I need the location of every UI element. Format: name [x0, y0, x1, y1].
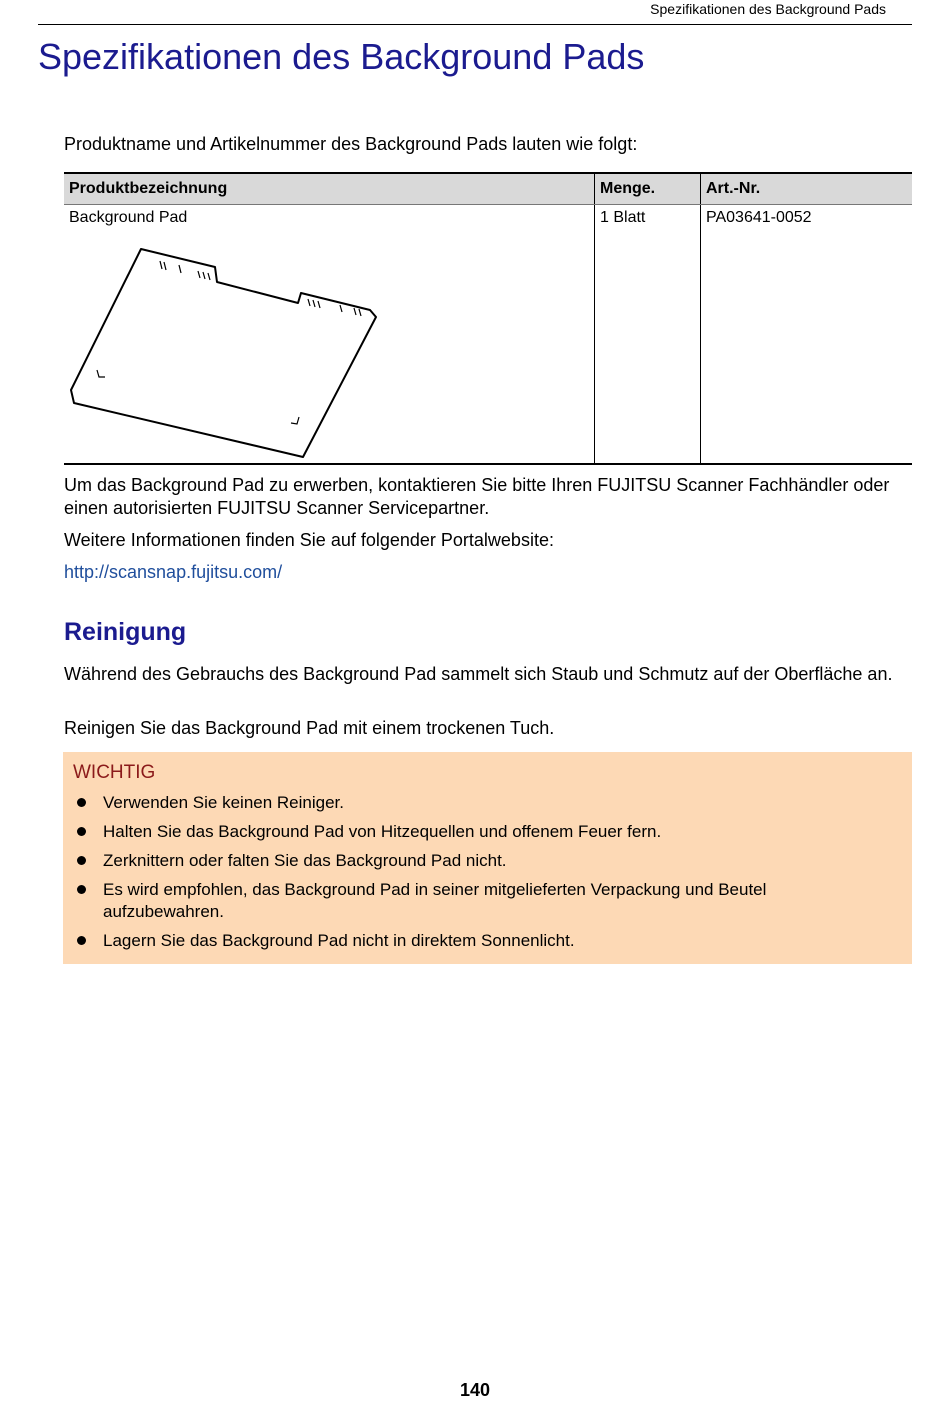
column-header-quantity: Menge. [595, 173, 701, 205]
notice-item-text: Lagern Sie das Background Pad nicht in direktem Sonnenlicht. [103, 931, 575, 950]
table-row [64, 205, 912, 465]
background-pad-illustration [65, 245, 385, 460]
page-number: 140 [459, 1380, 491, 1400]
acquire-text: Um das Background Pad zu erwerben, kontaktieren Sie bitte Ihren FUJITSU Scanner Fachhändler oder einen autorisierten FUJITSU Scanner Servicepartner. [64, 475, 890, 518]
notice-item-text: Es wird empfohlen, das Background Pad in seiner mitgelieferten Verpackung und Beutel aufzubewahren. [103, 880, 767, 921]
list-item [63, 930, 863, 952]
product-name: Background Pad [69, 209, 188, 226]
section-title-cleaning: Reinigung [64, 618, 187, 646]
notice-list [63, 792, 863, 959]
portal-link[interactable]: http://scansnap.fujitsu.com/ [64, 562, 283, 582]
page-title: Spezifikationen des Background Pads [38, 36, 645, 77]
notice-item-text: Halten Sie das Background Pad von Hitzequellen und offenem Feuer fern. [103, 822, 662, 841]
bullet-icon [77, 827, 86, 836]
notice-title: WICHTIG [73, 762, 156, 783]
notice-item-text: Zerknittern oder falten Sie das Background Pad nicht. [103, 851, 507, 870]
bullet-icon [77, 856, 86, 865]
list-item [63, 821, 863, 843]
intro-text: Produktname und Artikelnummer des Background Pads lauten wie folgt: [64, 134, 638, 154]
cleaning-paragraph-2: Reinigen Sie das Background Pad mit einem trockenen Tuch. [64, 718, 555, 738]
article-number-cell: PA03641-0052 [701, 205, 913, 465]
notice-item-text: Verwenden Sie keinen Reiniger. [103, 793, 344, 812]
bullet-icon [77, 936, 86, 945]
bullet-icon [77, 798, 86, 807]
list-item [63, 879, 863, 923]
running-header-title: Spezifikationen des Background Pads [650, 1, 886, 17]
important-notice [63, 752, 912, 964]
list-item [63, 792, 863, 814]
column-header-article: Art.-Nr. [701, 173, 913, 205]
cleaning-paragraph-1: Während des Gebrauchs des Background Pad sammelt sich Staub und Schmutz auf der Oberfläche an. [64, 664, 893, 684]
more-info-text: Weitere Informationen finden Sie auf folgender Portalwebsite: [64, 530, 554, 550]
product-cell [64, 205, 595, 465]
spec-table [64, 172, 912, 465]
list-item [63, 850, 863, 872]
running-header [38, 0, 912, 25]
table-header-row [64, 173, 912, 205]
quantity-cell: 1 Blatt [595, 205, 701, 465]
column-header-product: Produktbezeichnung [64, 173, 595, 205]
bullet-icon [77, 885, 86, 894]
